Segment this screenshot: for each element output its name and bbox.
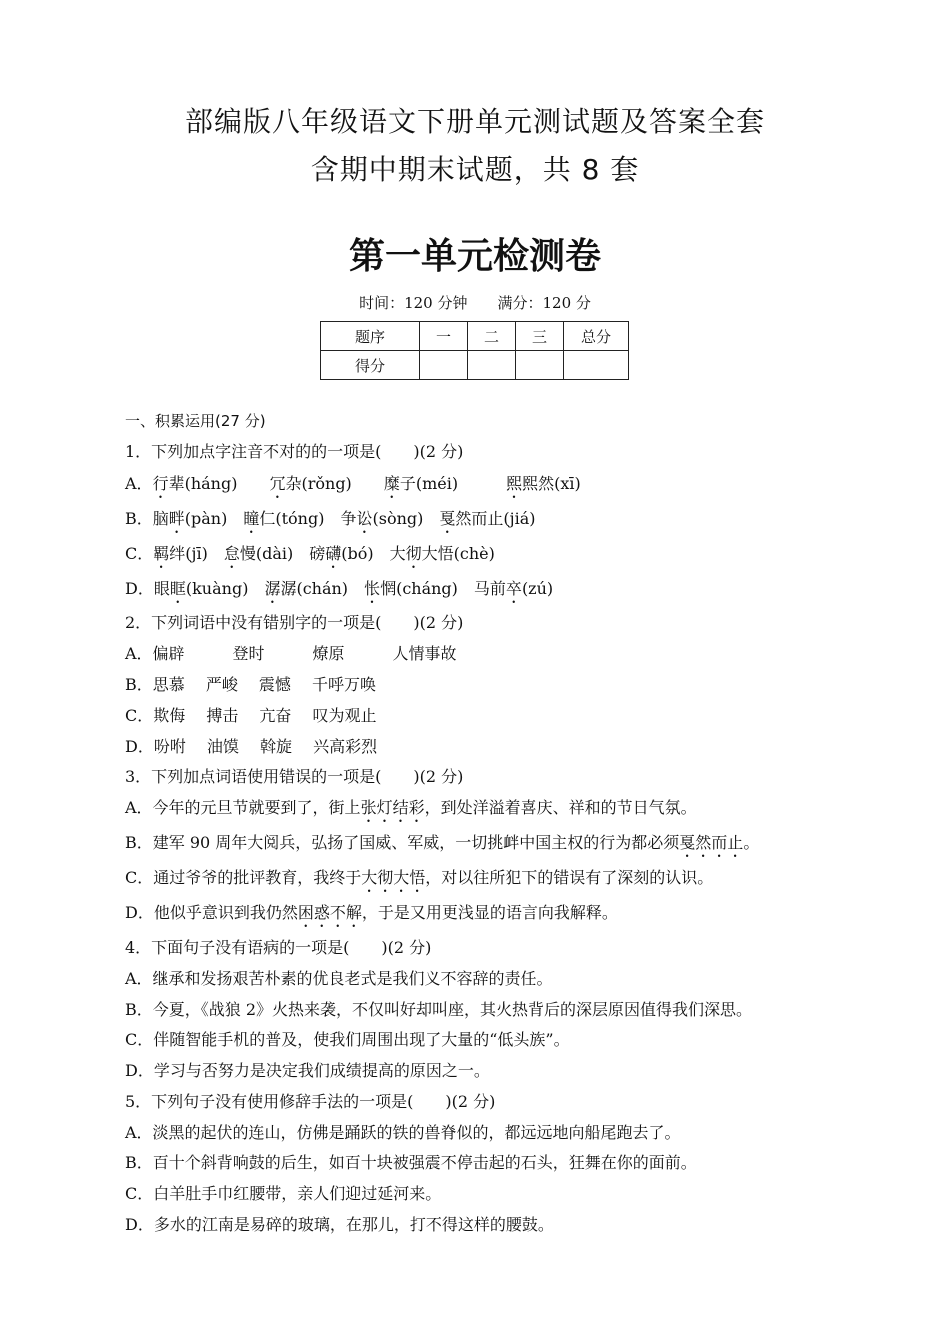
option-d: D．他似乎意识到我仍然困惑不解，于是又用更浅显的语言向我解释。 [125,903,618,922]
dotted-char: 畔 [168,509,185,528]
dotted-char: 怅 [364,579,381,598]
document-title-line2: 含期中期末试题，共 8 套 [310,153,640,186]
dotted-char: 戛 [439,509,456,528]
score-table-header: 一 [420,322,468,351]
unit-title: 第一单元检测卷 [348,236,601,277]
dotted-char: 羁 [153,544,170,563]
dotted-char: 彻 [405,544,422,563]
dotted-char: 熙 [506,474,523,493]
dotted-char: 礴 [325,544,342,563]
option-a: A．淡黑的起伏的连山，仿佛是踊跃的铁的兽脊似的，都远远地向船尾跑去了。 [125,1123,681,1142]
document-title-line1: 部编版八年级语文下册单元测试题及答案全套 [184,105,765,138]
dotted-char: 讼 [356,509,373,528]
score-table-header: 总分 [564,322,629,351]
score-table-row [321,351,629,380]
score-table-header-row [321,322,629,351]
option-b: B．建军 90 周年大阅兵，弘扬了国威、军威，一切挑衅中国主权的行为都必须戛然而止。 [125,833,760,852]
score-cell [564,351,629,380]
score-table-header: 题序 [321,322,420,351]
dotted-phrase: 戛然而止 [679,833,744,852]
option-a: A．今年的元旦节就要到了，街上张灯结彩，到处洋溢着喜庆、祥和的节日气氛。 [125,798,697,817]
dotted-char: 潺 [264,579,281,598]
score-row-label: 得分 [321,351,420,380]
option-a: A．偏辟 登时 燎原 人情事故 [125,644,457,663]
option-d: D．眼眶(kuàng) 潺潺(chán) 怅惘(cháng) 马前卒(zú) [125,579,554,598]
dotted-char: 行 [152,474,169,493]
option-a: A．继承和发扬艰苦朴素的优良老式是我们义不容辞的责任。 [125,969,553,988]
dotted-char: 卒 [505,579,522,598]
dotted-phrase: 张灯结彩 [360,798,425,817]
score-table-header: 三 [516,322,564,351]
option-b: B．脑畔(pàn) 瞳仁(tóng) 争讼(sòng) 戛然而止(jiá) [125,509,536,528]
section-heading: 一、积累运用(27 分) [125,412,266,430]
score-cell [516,351,564,380]
score-table-header: 二 [468,322,516,351]
dotted-phrase: 大彻大悟 [361,868,426,887]
dotted-phrase: 困惑不解 [297,903,362,922]
question-stem: 4．下面句子没有语病的一项是( )(2 分) [125,938,432,957]
option-c: C．欺侮 搏击 亢奋 叹为观止 [125,706,377,725]
option-c: C．伴随智能手机的普及，使我们周围出现了大量的“低头族”。 [125,1030,570,1049]
option-d: D．学习与否努力是决定我们成绩提高的原因之一。 [125,1061,490,1080]
question-stem: 5．下列句子没有使用修辞手法的一项是( )(2 分) [125,1092,496,1111]
option-b: B．今夏，《战狼 2》火热来袭，不仅叫好却叫座，其火热背后的深层原因值得我们深思。 [125,1000,753,1019]
option-d: D．吩咐 油馍 斡旋 兴高彩烈 [125,737,378,756]
question-stem: 3．下列加点词语使用错误的一项是( )(2 分) [125,767,464,786]
exam-meta: 时间：120 分钟 满分：120 分 [359,294,591,312]
option-b: B．百十个斜背响鼓的后生，如百十块被强震不停击起的石头，狂舞在你的面前。 [125,1153,697,1172]
dotted-char: 糜 [383,474,400,493]
dotted-char: 怠 [223,544,240,563]
option-d: D．多水的江南是易碎的玻璃，在那儿，打不得这样的腰鼓。 [125,1215,554,1234]
dotted-char: 瞳 [243,509,260,528]
dotted-char: 冗 [269,474,286,493]
question-stem: 2．下列词语中没有错别字的一项是( )(2 分) [125,613,464,632]
dotted-char: 眶 [169,579,186,598]
option-c: C．通过爷爷的批评教育，我终于大彻大悟，对以往所犯下的错误有了深刻的认识。 [125,868,714,887]
option-a: A．行辈(háng) 冗杂(rǒng) 糜子(méi) 熙熙然(xī) [125,474,581,493]
option-c: C．羁绊(jī) 怠慢(dài) 磅礴(bó) 大彻大悟(chè) [125,544,495,563]
score-cell [468,351,516,380]
score-table [320,321,629,380]
score-cell [420,351,468,380]
option-c: C．白羊肚手巾红腰带，亲人们迎过延河来。 [125,1184,442,1203]
question-stem: 1．下列加点字注音不对的的一项是( )(2 分) [125,442,464,461]
option-b: B．思慕 严峻 震憾 千呼万唤 [125,675,377,694]
